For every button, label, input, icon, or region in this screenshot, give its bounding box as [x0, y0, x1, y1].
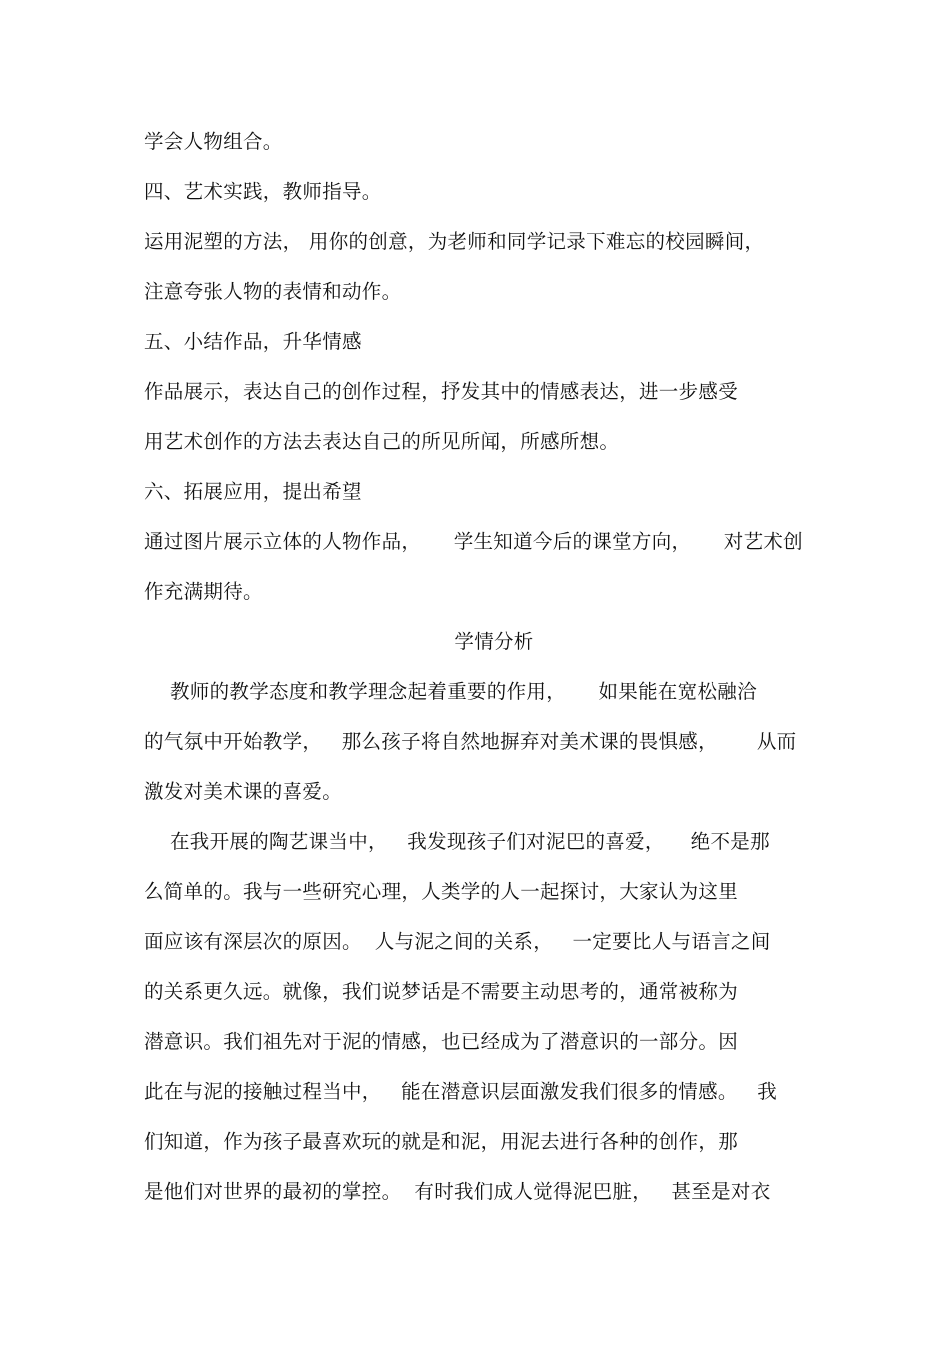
text-line: 作品展示，表达自己的创作过程，抒发其中的情感表达，进一步感受: [144, 380, 739, 403]
paragraph-line: 激发对美术课的喜爱。: [144, 780, 343, 803]
paragraph-line: 在我开展的陶艺课当中， 我发现孩子们对泥巴的喜爱， 绝不是那: [144, 830, 770, 853]
paragraph-line: 教师的教学态度和教学理念起着重要的作用， 如果能在宽松融洽: [144, 680, 757, 703]
text-line: 运用泥塑的方法， 用你的创意，为老师和同学记录下难忘的校园瞬间，: [144, 230, 765, 253]
text-line: 注意夸张人物的表情和动作。: [144, 280, 402, 303]
paragraph-line: 的关系更久远。就像，我们说梦话是不需要主动思考的，通常被称为: [144, 980, 739, 1003]
paragraph-line: 的气氛中开始教学， 那么孩子将自然地摒弃对美术课的畏惧感， 从而: [144, 730, 797, 753]
paragraph-line: 们知道，作为孩子最喜欢玩的就是和泥，用泥去进行各种的创作，那: [144, 1130, 739, 1153]
paragraph-line: 面应该有深层次的原因。 人与泥之间的关系， 一定要比人与语言之间: [144, 930, 771, 953]
text-line: 通过图片展示立体的人物作品， 学生知道今后的课堂方向， 对艺术创: [144, 530, 803, 553]
paragraph-line: 潜意识。我们祖先对于泥的情感，也已经成为了潜意识的一部分。因: [144, 1030, 739, 1053]
paragraph-line: 么简单的。我与一些研究心理，人类学的人一起探讨，大家认为这里: [144, 880, 739, 903]
section-heading-4: 四、艺术实践，教师指导。: [144, 180, 382, 203]
paragraph-line: 是他们对世界的最初的掌控。 有时我们成人觉得泥巴脏， 甚至是对衣: [144, 1180, 771, 1203]
text-line: 学会人物组合。: [144, 130, 283, 153]
paragraph-line: 此在与泥的接触过程当中， 能在潜意识层面激发我们很多的情感。 我: [144, 1080, 777, 1103]
section-title: 学情分析: [454, 630, 534, 653]
text-line: 作充满期待。: [144, 580, 263, 603]
section-heading-6: 六、拓展应用，提出希望: [144, 480, 362, 503]
section-heading-5: 五、小结作品，升华情感: [144, 330, 362, 353]
text-line: 用艺术创作的方法去表达自己的所见所闻，所感所想。: [144, 430, 620, 453]
